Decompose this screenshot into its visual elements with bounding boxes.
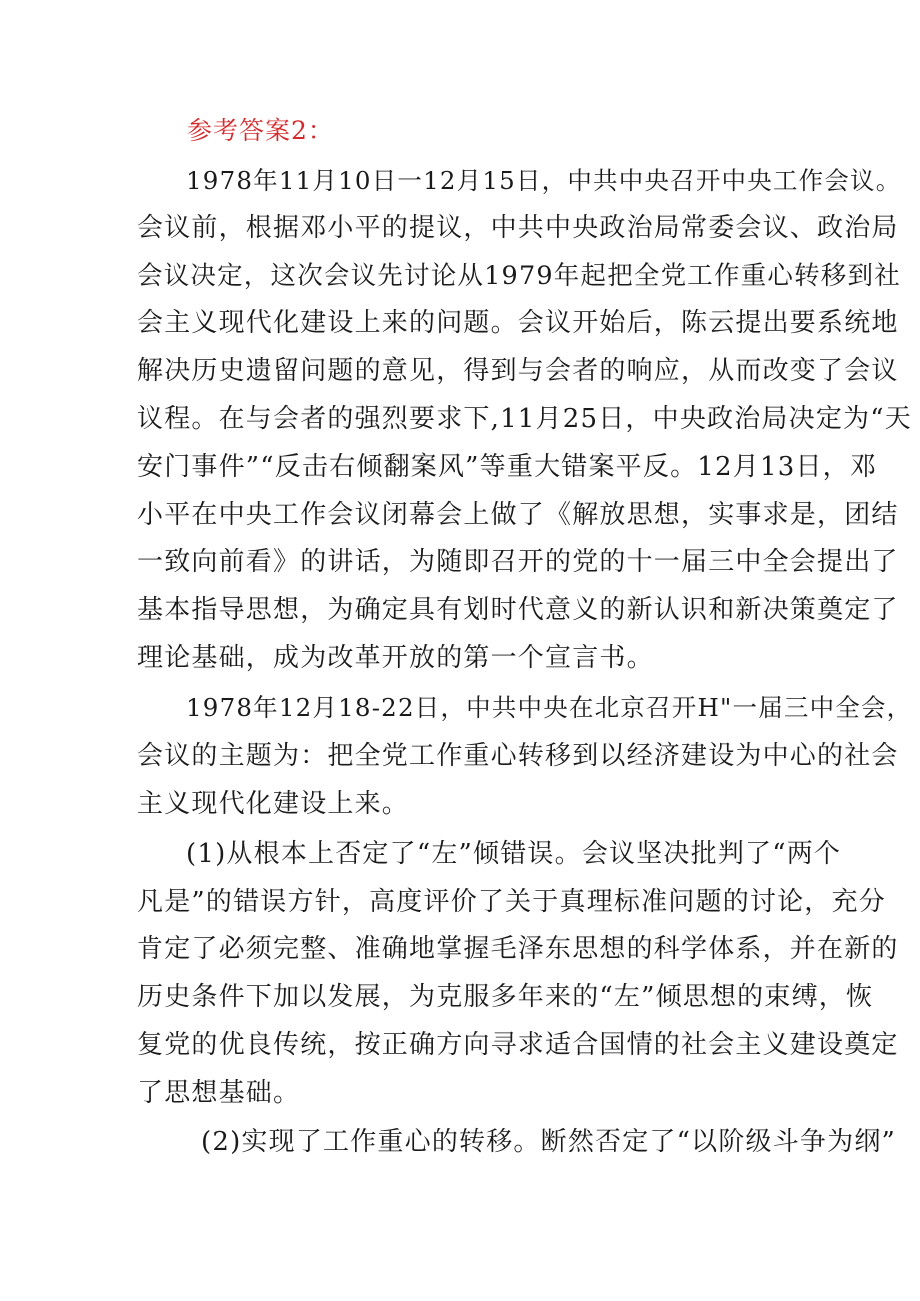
paragraph-3-line-3: 肯定了必须完整、准确地掌握毛泽东思想的科学体系，并在新的 — [137, 934, 899, 964]
paragraph-1-line-7: 安门事件”“反击右倾翻案风”等重大错案平反。12月13日，邓 — [137, 452, 878, 482]
paragraph-1-line-6: 议程。在与会者的强烈要求下,11月25日，中央政治局决定为“天 — [137, 404, 912, 434]
paragraph-1-line-5: 解决历史遗留问题的意见，得到与会者的响应，从而改变了会议 — [137, 356, 899, 386]
paragraph-2-line-1: 1978年12月18-22日，中共中央在北京召开H"一届三中全会， — [186, 693, 913, 722]
paragraph-4-line-1: (2)实现了工作重心的转移。断然否定了“以阶级斗争为纲” — [201, 1127, 897, 1157]
paragraph-3-line-1: (1)从根本上否定了“左”倾错误。会议坚决批判了“两个 — [186, 839, 842, 869]
paragraph-3-line-4: 历史条件下加以发展，为克服多年来的“左”倾思想的束缚，恢 — [137, 982, 874, 1012]
paragraph-1-line-3: 会议决定，这次会议先讨论从1979年起把全党工作重心转移到社 — [137, 261, 901, 291]
paragraph-1-line-10: 基本指导思想，为确定具有划时代意义的新认识和新决策奠定了 — [137, 595, 899, 625]
paragraph-1-line-9: 一致向前看》的讲话，为随即召开的党的十一届三中全会提出了 — [137, 547, 899, 577]
paragraph-1-line-11: 理论基础，成为改革开放的第一个宣言书。 — [137, 643, 654, 673]
paragraph-1-line-2: 会议前，根据邓小平的提议，中共中央政治局常委会议、政治局 — [137, 213, 899, 243]
paragraph-1-line-1: 1978年11月10日一12月15日，中共中央召开中央工作会议。 — [186, 166, 902, 195]
paragraph-2-line-3: 主义现代化建设上来。 — [137, 789, 410, 819]
answer-heading: 参考答案2： — [187, 116, 334, 145]
paragraph-1-line-4: 会主义现代化建设上来的问题。会议开始后，陈云提出要系统地 — [137, 308, 899, 338]
paragraph-3-line-2: 凡是”的错误方针，高度评价了关于真理标准问题的讨论，充分 — [137, 887, 886, 917]
paragraph-2-line-2: 会议的主题为：把全党工作重心转移到以经济建设为中心的社会 — [137, 741, 899, 771]
paragraph-3-line-5: 复党的优良传统，按正确方向寻求适合国情的社会主义建设奠定 — [137, 1030, 899, 1060]
paragraph-3-line-6: 了思想基础。 — [137, 1078, 301, 1108]
paragraph-1-line-8: 小平在中央工作会议闭幕会上做了《解放思想，实事求是，团结 — [137, 500, 899, 530]
